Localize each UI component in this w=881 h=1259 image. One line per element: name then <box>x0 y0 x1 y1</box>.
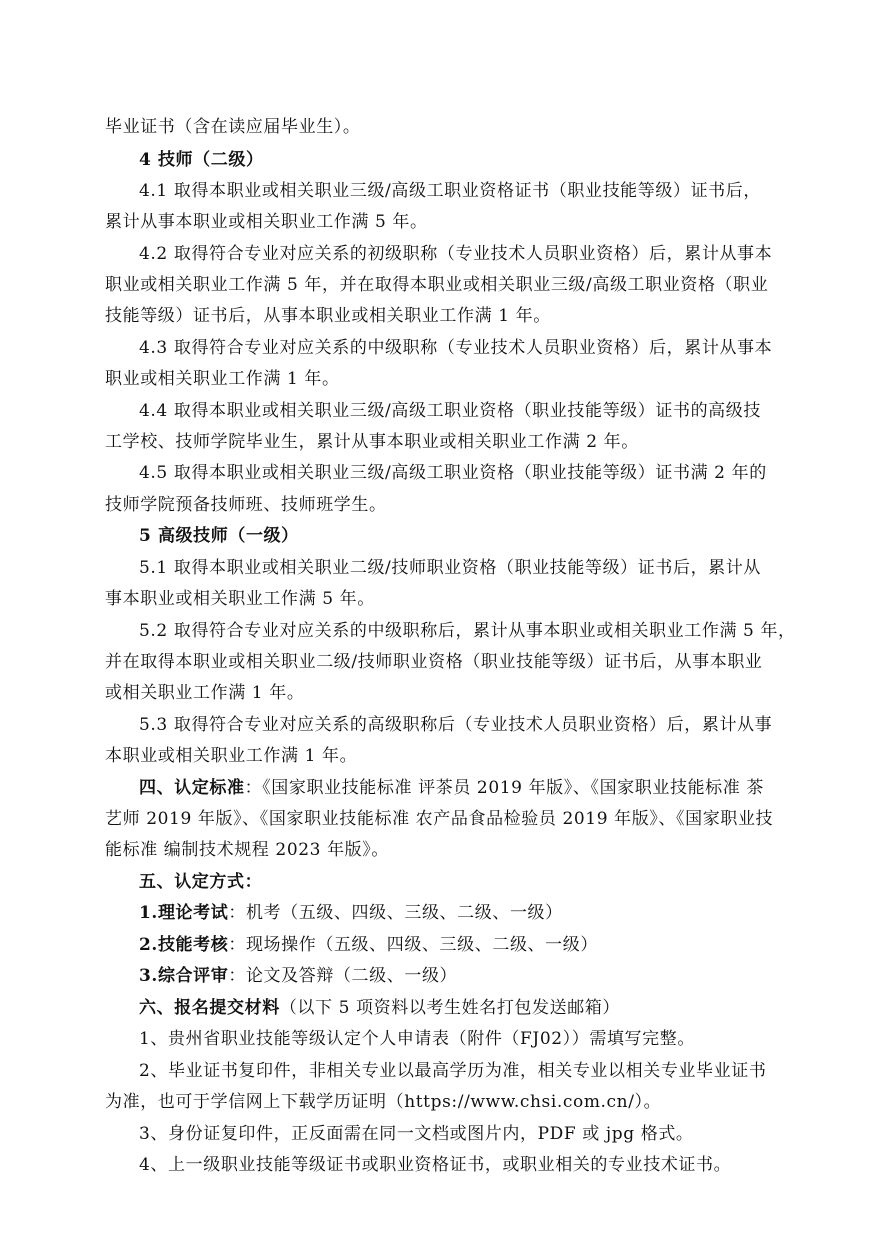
standards-paragraph <box>139 777 764 799</box>
method-label: 3.综合评审 <box>139 966 229 986</box>
text-line: 4.5 取得本职业或相关职业三级/高级工职业资格（职业技能等级）证书满 2 年的 <box>139 463 767 483</box>
method-label: 1.理论考试 <box>139 903 229 923</box>
text-line: 累计从事本职业或相关职业工作满 5 年。 <box>105 212 428 232</box>
text-line: 毕业证书（含在读应届毕业生）。 <box>105 117 361 137</box>
text-line: 5.2 取得符合专业对应关系的中级职称后，累计从事本职业或相关职业工作满 5 年， <box>139 621 796 641</box>
method-label: 2.技能考核 <box>139 935 229 955</box>
text-line: 职业或相关职业工作满 5 年，并在取得本职业或相关职业三级/高级工职业资格（职业 <box>105 275 769 295</box>
text-line: 或相关职业工作满 1 年。 <box>105 683 305 703</box>
section-heading-method: 五、认定方式： <box>139 872 263 892</box>
text-line: 5.3 取得符合专业对应关系的高级职称后（专业技术人员职业资格）后，累计从事 <box>139 715 773 735</box>
material-item: 2、毕业证书复印件，非相关专业以最高学历为准，相关专业以相关专业毕业证书 <box>139 1061 767 1081</box>
material-item: 1、贵州省职业技能等级认定个人申请表（附件（FJ02））需填写完整。 <box>139 1029 695 1049</box>
text-line: 本职业或相关职业工作满 1 年。 <box>105 746 358 766</box>
method-text: ：机考（五级、四级、三级、二级、一级） <box>228 903 563 923</box>
method-item <box>139 934 598 956</box>
text-line: 事本职业或相关职业工作满 5 年。 <box>105 589 375 609</box>
materials-label: 六、报名提交材料 <box>139 998 280 1018</box>
method-text: ：现场操作（五级、四级、三级、二级、一级） <box>228 935 598 955</box>
section-heading-senior-technician: 5 高级技师（一级） <box>139 526 299 546</box>
text-line: 4.1 取得本职业或相关职业三级/高级工职业资格证书（职业技能等级）证书后， <box>139 181 761 201</box>
text-line: 能标准 编制技术规程 2023 年版》。 <box>105 840 389 860</box>
text-line: 5.1 取得本职业或相关职业二级/技师职业资格（职业技能等级）证书后，累计从 <box>139 558 761 578</box>
materials-heading <box>139 997 620 1019</box>
method-item <box>139 902 563 924</box>
text-line: 并在取得本职业或相关职业二级/技师职业资格（职业技能等级）证书后，从事本职业 <box>105 652 763 672</box>
method-item <box>139 965 457 987</box>
text-line: 工学校、技师学院毕业生，累计从事本职业或相关职业工作满 2 年。 <box>105 432 639 452</box>
standards-text: ：《国家职业技能标准 评茶员 2019 年版》、《国家职业技能标准 茶 <box>244 778 764 798</box>
standards-label: 四、认定标准 <box>139 778 245 798</box>
text-line: 4.4 取得本职业或相关职业三级/高级工职业资格（职业技能等级）证书的高级技 <box>139 401 761 421</box>
text-line: 4.2 取得符合专业对应关系的初级职称（专业技术人员职业资格）后，累计从事本 <box>139 244 773 264</box>
method-text: ：论文及答辩（二级、一级） <box>228 966 458 986</box>
text-line: 技能等级）证书后，从事本职业或相关职业工作满 1 年。 <box>105 306 551 326</box>
text-line: 职业或相关职业工作满 1 年。 <box>105 369 340 389</box>
material-item: 3、身份证复印件，正反面需在同一文档或图片内，PDF 或 jpg 格式。 <box>139 1124 694 1144</box>
materials-note: （以下 5 项资料以考生姓名打包发送邮箱） <box>279 998 621 1018</box>
section-heading-technician: 4 技师（二级） <box>139 150 264 170</box>
text-line: 4.3 取得符合专业对应关系的中级职称（专业技术人员职业资格）后，累计从事本 <box>139 338 773 358</box>
text-line: 技师学院预备技师班、技师班学生。 <box>105 495 387 515</box>
text-line: 为准，也可于学信网上下载学历证明（https://www.chsi.com.cn/）。 <box>105 1092 662 1112</box>
text-line: 艺师 2019 年版》、《国家职业技能标准 农产品食品检验员 2019 年版》、《国家职业技 <box>105 809 774 829</box>
material-item: 4、上一级职业技能等级证书或职业资格证书，或职业相关的专业技术证书。 <box>139 1155 732 1175</box>
